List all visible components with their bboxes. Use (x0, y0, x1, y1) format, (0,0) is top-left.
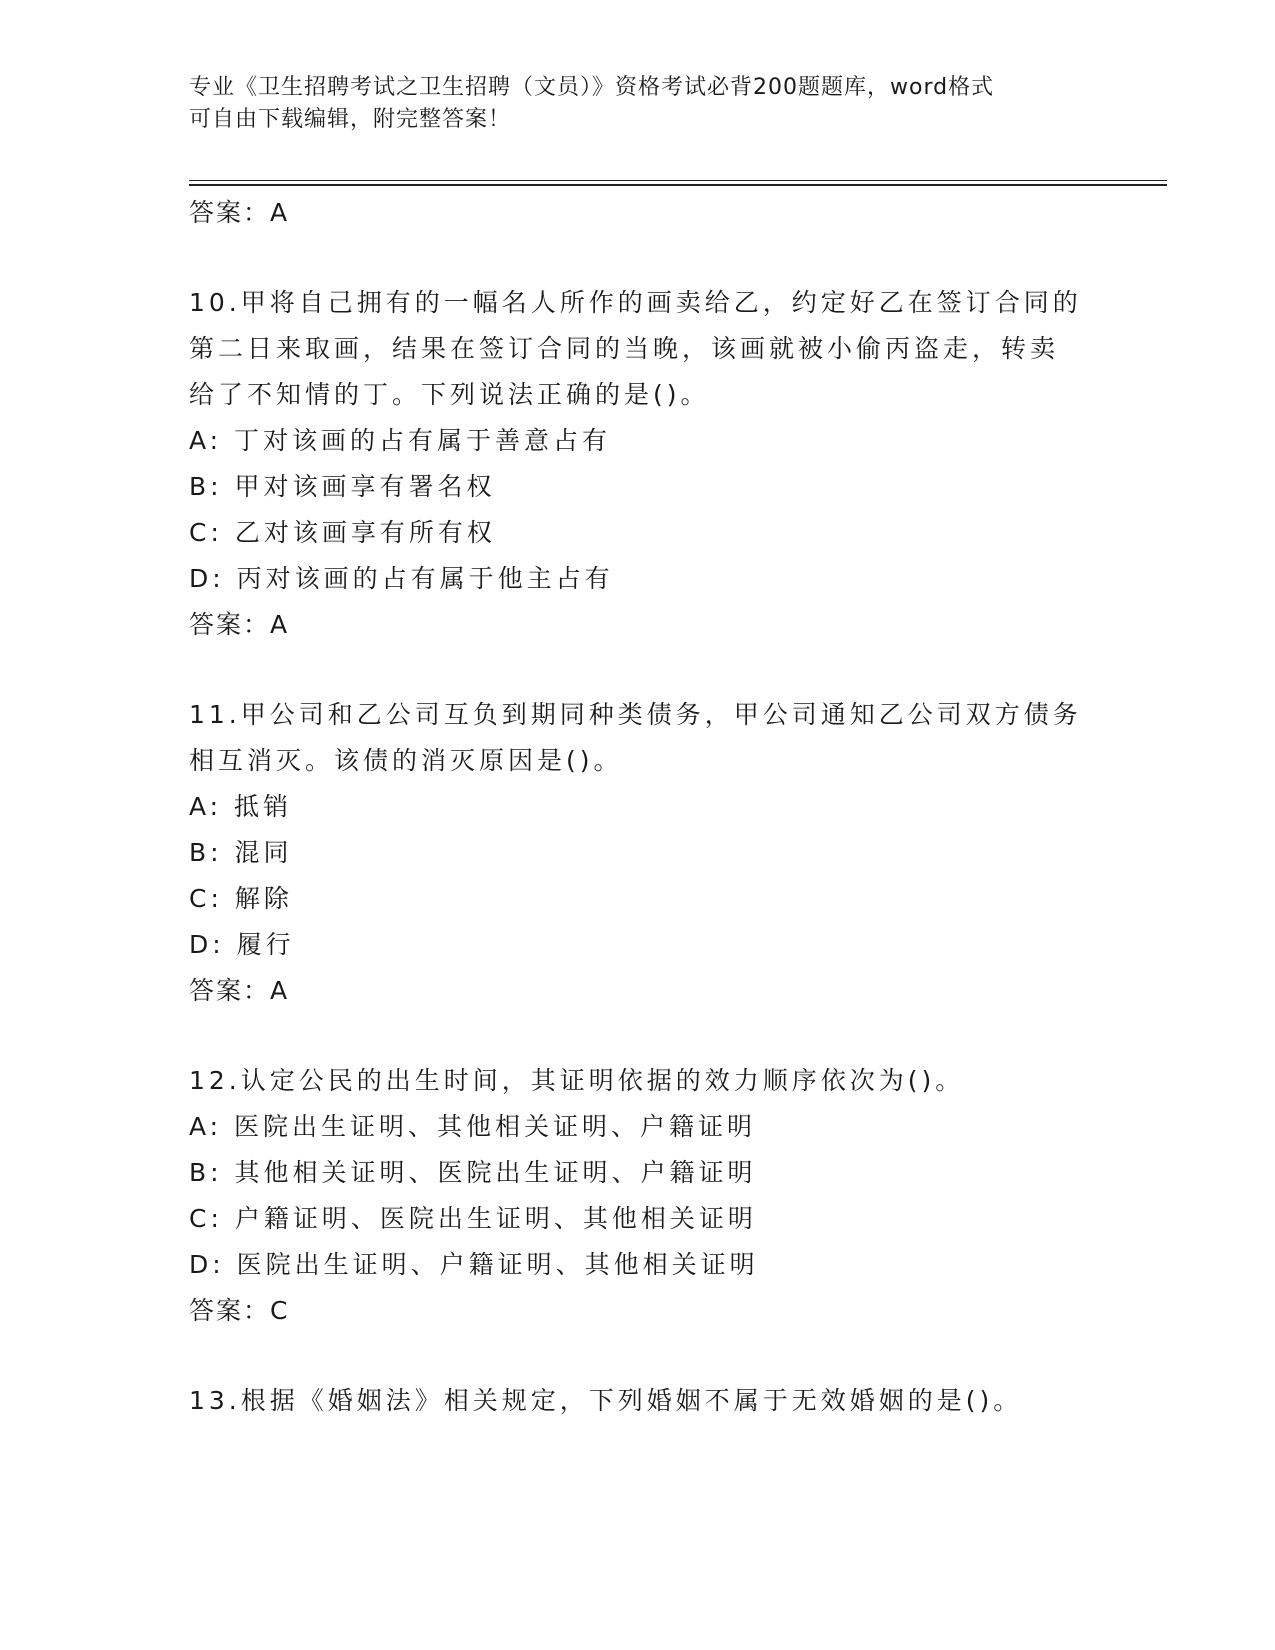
question-text-line: 相互消灭。该债的消灭原因是()。 (189, 746, 623, 775)
question-13 (189, 1378, 1089, 1424)
option-c: C: 乙对该画享有所有权 (189, 518, 496, 547)
option-d: D: 履行 (189, 930, 295, 959)
question-text-line: 第二日来取画，结果在签订合同的当晚，该画就被小偷丙盗走，转卖 (189, 334, 1060, 363)
question-11 (189, 692, 1089, 1014)
option-a: A: 医院出生证明、其他相关证明、户籍证明 (189, 1112, 757, 1141)
answer-line: 答案：C (189, 1296, 290, 1325)
header-divider-thin (189, 180, 1167, 181)
option-b: B: 甲对该画享有署名权 (189, 472, 496, 501)
option-a: A: 丁对该画的占有属于善意占有 (189, 426, 612, 455)
option-c: C: 解除 (189, 884, 293, 913)
question-text-line: 11.甲公司和乙公司互负到期同种类债务，甲公司通知乙公司双方债务 (189, 700, 1082, 729)
question-text-line: 12.认定公民的出生时间，其证明依据的效力顺序依次为()。 (189, 1066, 965, 1095)
spacer (189, 1014, 1089, 1058)
option-d: D: 丙对该画的占有属于他主占有 (189, 564, 614, 593)
option-d: D: 医院出生证明、户籍证明、其他相关证明 (189, 1250, 759, 1279)
option-b: B: 混同 (189, 838, 293, 867)
header-line-2: 可自由下载编辑，附完整答案！ (189, 107, 512, 132)
document-header (189, 72, 1089, 136)
header-line-1: 专业《卫生招聘考试之卫生招聘（文员）》资格考试必背200题题库，word格式 (189, 75, 995, 100)
question-list (189, 190, 1089, 1424)
spacer (189, 1334, 1089, 1378)
option-a: A: 抵销 (189, 792, 293, 821)
answer-line: 答案：A (189, 198, 290, 227)
spacer (189, 236, 1089, 280)
question-text-line: 给了不知情的丁。下列说法正确的是()。 (189, 380, 710, 409)
question-text-line: 13.根据《婚姻法》相关规定，下列婚姻不属于无效婚姻的是()。 (189, 1386, 1023, 1415)
answer-line: 答案：A (189, 610, 290, 639)
question-12 (189, 1058, 1089, 1334)
option-c: C: 户籍证明、医院出生证明、其他相关证明 (189, 1204, 757, 1233)
answer-line: 答案：A (189, 976, 290, 1005)
option-b: B: 其他相关证明、医院出生证明、户籍证明 (189, 1158, 757, 1187)
question-text-line: 10.甲将自己拥有的一幅名人所作的画卖给乙，约定好乙在签订合同的 (189, 288, 1082, 317)
question-10 (189, 280, 1089, 648)
spacer (189, 648, 1089, 692)
header-divider-thick (189, 184, 1167, 186)
